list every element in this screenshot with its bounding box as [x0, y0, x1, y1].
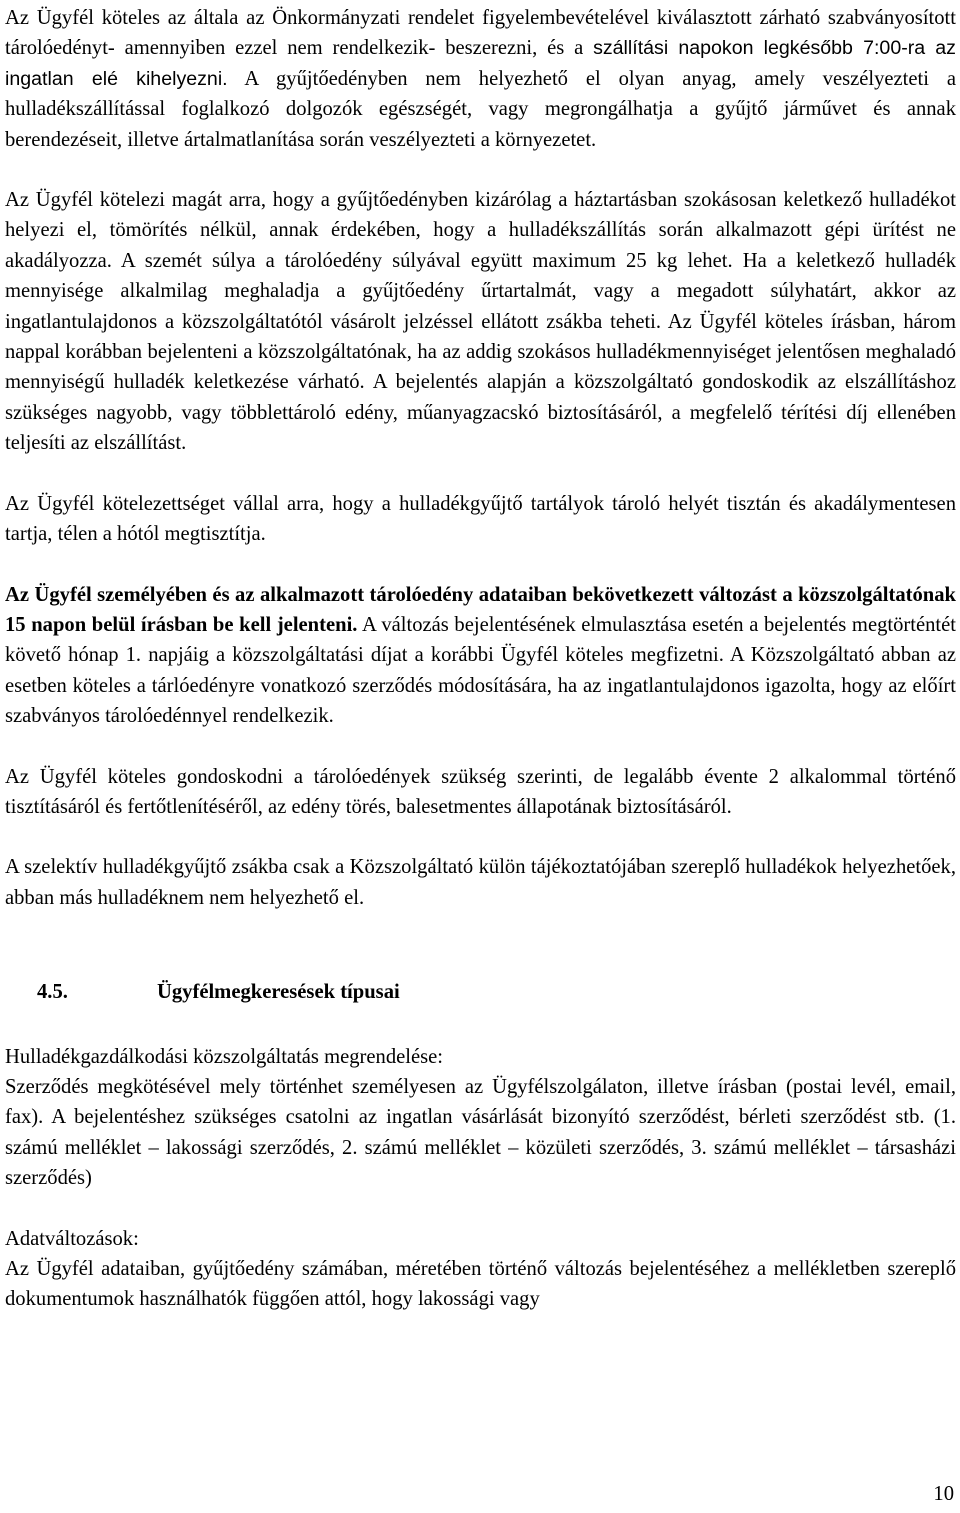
section-title: Ügyfélmegkeresések típusai: [157, 981, 400, 1004]
section-heading: [5, 977, 956, 1007]
document-body: [5, 3, 956, 1315]
subsection-text-order: Szerződés megkötésével mely történhet személyesen az Ügyfélszolgálaton, illetve írásban (postai levél, email, fax). A bejelentéshez szükséges csatolni az ingatlan vásárlását bizonyító szerződést, bérleti szerződést stb. (1. számú melléklet – lakossági szerződés, 2. számú melléklet – közületi szerződés, 3. számú melléklet – társasházi szerződés): [5, 1075, 956, 1190]
paragraph-change-notification: [5, 580, 956, 732]
subsection-label-order: Hulladékgazdálkodási közszolgáltatás megrendelése:: [5, 1045, 444, 1068]
paragraph-text: szállítási napokon legkésőbb 7:00-ra az ingatlan elé kihelyezni.: [5, 37, 956, 90]
subsection-text-data-changes: Az Ügyfél adataiban, gyűjtőedény számában, méretében történő változás bejelentéséhez a mellékletben szereplő dokumentumok használhatók függően attól, hogy lakossági vagy: [5, 1258, 956, 1311]
paragraph-container-bins: [5, 3, 956, 155]
section-number: 4.5.: [37, 981, 68, 1004]
paragraph-selective-bags: A szelektív hulladékgyűjtő zsákba csak a Közszolgáltató külön tájékoztatójában szereplő hulladékok helyezhetőek, abban más hulladéknem nem helyezhető el.: [5, 856, 956, 909]
paragraph-household-waste: Az Ügyfél kötelezi magát arra, hogy a gyűjtőedényben kizárólag a háztartásban szokásosan keletkező hulladékot helyezi el, tömörítés nélkül, annak érdekében, hogy a hulladékszállítás során alkalmazott gépi ürítést ne akadályozza. A szemét súlya a tárolóedény súlyával együtt maximum 25 kg lehet. Ha a keletkező hulladék mennyisége alkalmilag meghaladja a gyűjtőedény űrtartalmát, vagy a megadott súlyhatárt, akkor az ingatlantulajdonos a közszolgáltatótól vásárolt jelzéssel ellátott zsákba teheti. Az Ügyfél köteles írásban, három nappal korábban bejelenteni a közszolgáltatónak, ha az addig szokásos hulladékmennyiséget jelentősen meghaladó mennyiségű hulladék keletkezése várható. A bejelentés alapján a közszolgáltató gondoskodik az elszállításhoz szükséges nagyobb, vagy többlettároló edény, műanyagzacskó biztosításáról, a megfelelő térítési díj ellenében teljesíti az elszállítást.: [5, 189, 956, 455]
bold-notice: Az Ügyfél személyében és az alkalmazott tárolóedény adataiban bekövetkezett változást a közszolgáltatónak 15 napon belül írásban be kell jelenteni.: [5, 583, 956, 636]
subsection-label-data-changes: Adatváltozások:: [5, 1227, 139, 1250]
paragraph-cleaning: Az Ügyfél köteles gondoskodni a tárolóedények szükség szerinti, de legalább évente 2 alkalommal történő tisztításáról és fertőtlenítéséről, az edény törés, balesetmentes állapotának biztosításáról.: [5, 765, 956, 818]
paragraph-text: Az Ügyfél köteles az általa az Önkormányzati rendelet figyelembevételével kiválasztott zárható szabványosított tárolóedényt- amennyiben ezzel nem rendelkezik- beszerezni, és a: [5, 7, 956, 60]
page-number: 10: [933, 1483, 954, 1505]
paragraph-storage-cleanliness: Az Ügyfél kötelezettséget vállal arra, hogy a hulladékgyűjtő tartályok tároló helyét tisztán és akadálymentesen tartja, télen a hótól megtisztítja.: [5, 492, 956, 546]
paragraph-text: A gyűjtőedényben nem helyezhető el olyan anyag, amely veszélyezteti a hulladékszállítással foglalkozó dolgozók egészségét, vagy megrongálhatja a gyűjtő járművet és annak berendezéseit, illetve ártalmatlanítása során veszélyezteti a környezetet.: [5, 67, 957, 151]
paragraph-text: A változás bejelentésének elmulasztása esetén a bejelentés megtörténtét követő hónap 1. napjáig a közszolgáltatási díjat a korábbi Ügyfél köteles megfizetni. A Közszolgáltató abban az esetben köteles a tárlóedényre vonatkozó szerződés módosítására, ha az ingatlantulajdonos igazolta, hogy az előírt szabványos tárolóedénnyel rendelkezik.: [5, 613, 957, 728]
